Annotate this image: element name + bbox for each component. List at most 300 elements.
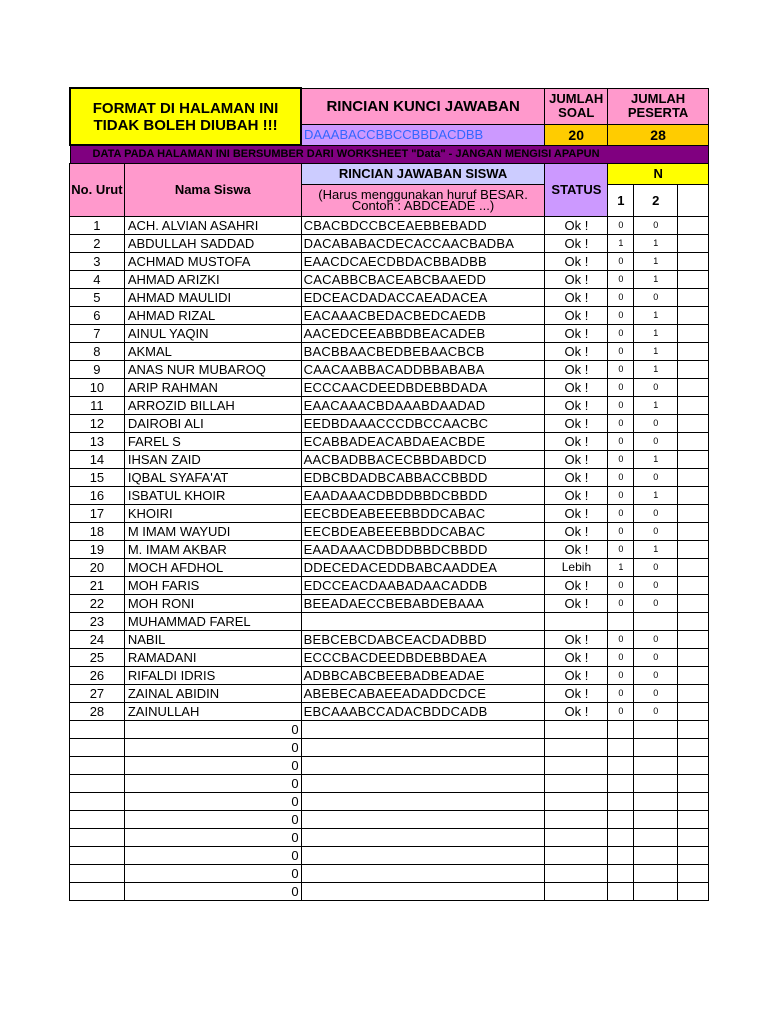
source-banner: DATA PADA HALAMAN INI BERSUMBER DARI WORKSHEET "Data" - JANGAN MENGISI APAPUN [70, 145, 709, 163]
row-number: 4 [70, 270, 125, 288]
score-q1: 0 [608, 432, 634, 450]
row-number [70, 864, 125, 882]
table-row [70, 324, 709, 342]
status-cell: Lebih [545, 558, 608, 576]
table-row [70, 378, 709, 396]
row-number: 2 [70, 234, 125, 252]
status-cell: Ok ! [545, 252, 608, 270]
student-name[interactable]: 0 [124, 828, 301, 846]
score-q1: 1 [608, 234, 634, 252]
score-q2: 1 [634, 342, 678, 360]
student-name[interactable]: ANAS NUR MUBAROQ [124, 360, 301, 378]
score-q2 [634, 846, 678, 864]
score-q1: 0 [608, 288, 634, 306]
student-name[interactable]: RIFALDI IDRIS [124, 666, 301, 684]
row-number: 16 [70, 486, 125, 504]
row-number: 27 [70, 684, 125, 702]
table-row [70, 702, 709, 720]
score-q2 [634, 612, 678, 630]
student-answers[interactable] [301, 882, 545, 900]
status-cell: Ok ! [545, 378, 608, 396]
row-number: 13 [70, 432, 125, 450]
row-number [70, 720, 125, 738]
score-q2: 0 [634, 576, 678, 594]
row-number: 9 [70, 360, 125, 378]
column-status: STATUS [545, 163, 608, 216]
table-row [70, 684, 709, 702]
score-q2: 0 [634, 630, 678, 648]
table-row [70, 540, 709, 558]
score-q3 [678, 612, 709, 630]
table-row-empty [70, 810, 709, 828]
status-cell: Ok ! [545, 540, 608, 558]
score-q3 [678, 792, 709, 810]
student-name[interactable]: AINUL YAQIN [124, 324, 301, 342]
table-row-empty [70, 882, 709, 900]
score-q2: 0 [634, 468, 678, 486]
student-name[interactable]: 0 [124, 720, 301, 738]
row-number [70, 846, 125, 864]
score-q3 [678, 522, 709, 540]
row-number [70, 882, 125, 900]
score-q2: 1 [634, 486, 678, 504]
table-row [70, 666, 709, 684]
table-row [70, 396, 709, 414]
score-q3 [678, 666, 709, 684]
score-q3 [678, 594, 709, 612]
table-row [70, 216, 709, 234]
score-q2: 1 [634, 270, 678, 288]
score-q2: 1 [634, 540, 678, 558]
student-answers[interactable]: CBACBDCCBCEAEBBEBADD [301, 216, 545, 234]
student-name[interactable]: ACH. ALVIAN ASAHRI [124, 216, 301, 234]
score-q1: 0 [608, 594, 634, 612]
status-cell: Ok ! [545, 360, 608, 378]
status-cell: Ok ! [545, 522, 608, 540]
row-number: 6 [70, 306, 125, 324]
table-row [70, 630, 709, 648]
student-answers[interactable] [301, 612, 545, 630]
row-number [70, 792, 125, 810]
score-q2: 0 [634, 648, 678, 666]
score-q2: 0 [634, 414, 678, 432]
score-q3 [678, 648, 709, 666]
score-q1: 0 [608, 648, 634, 666]
score-q1: 0 [608, 666, 634, 684]
row-number [70, 756, 125, 774]
student-name[interactable]: ARROZID BILLAH [124, 396, 301, 414]
status-cell: Ok ! [545, 270, 608, 288]
status-cell: Ok ! [545, 450, 608, 468]
score-q1 [608, 738, 634, 756]
student-answers[interactable]: BACBBAACBEDBEBAACBCB [301, 342, 545, 360]
table-row [70, 576, 709, 594]
rincian-note: (Harus menggunakan huruf BESAR. Contoh : ABDCEADE ...) [301, 184, 545, 216]
row-number [70, 828, 125, 846]
table-row [70, 594, 709, 612]
student-name[interactable]: IQBAL SYAFA'AT [124, 468, 301, 486]
student-name[interactable]: MOH RONI [124, 594, 301, 612]
score-q1: 0 [608, 252, 634, 270]
score-q1 [608, 756, 634, 774]
status-cell: Ok ! [545, 504, 608, 522]
answer-key-title: RINCIAN KUNCI JAWABAN [301, 88, 545, 124]
status-cell: Ok ! [545, 234, 608, 252]
student-answers[interactable]: AACEDCEEABBDBEACADEB [301, 324, 545, 342]
table-row [70, 522, 709, 540]
status-cell: Ok ! [545, 666, 608, 684]
score-q1 [608, 612, 634, 630]
row-number: 25 [70, 648, 125, 666]
student-name[interactable]: AHMAD RIZAL [124, 306, 301, 324]
table-row [70, 288, 709, 306]
student-name[interactable]: MUHAMMAD FAREL [124, 612, 301, 630]
student-name[interactable]: AKMAL [124, 342, 301, 360]
student-answers[interactable] [301, 738, 545, 756]
student-name[interactable]: MOCH AFDHOL [124, 558, 301, 576]
student-answers[interactable]: DDECEDACEDDBABCAADDEA [301, 558, 545, 576]
student-name[interactable]: IHSAN ZAID [124, 450, 301, 468]
score-q1: 0 [608, 342, 634, 360]
score-q2: 1 [634, 360, 678, 378]
student-name[interactable]: AHMAD ARIZKI [124, 270, 301, 288]
student-name[interactable]: RAMADANI [124, 648, 301, 666]
score-q1: 0 [608, 630, 634, 648]
jumlah-peserta-value: 28 [608, 124, 709, 145]
score-q3 [678, 288, 709, 306]
score-q1: 0 [608, 522, 634, 540]
table-row [70, 342, 709, 360]
student-answers[interactable] [301, 810, 545, 828]
status-cell [545, 864, 608, 882]
score-q1: 1 [608, 558, 634, 576]
row-number: 21 [70, 576, 125, 594]
student-answers[interactable]: BEEADAECCBEBABDEBAAA [301, 594, 545, 612]
score-q3 [678, 324, 709, 342]
score-q1 [608, 846, 634, 864]
student-name[interactable]: NABIL [124, 630, 301, 648]
table-row-empty [70, 828, 709, 846]
status-cell: Ok ! [545, 468, 608, 486]
score-q3 [678, 558, 709, 576]
student-name[interactable]: DAIROBI ALI [124, 414, 301, 432]
score-q3 [678, 486, 709, 504]
student-name[interactable]: ISBATUL KHOIR [124, 486, 301, 504]
table-row-empty [70, 774, 709, 792]
table-row-empty [70, 864, 709, 882]
table-row [70, 648, 709, 666]
score-q1 [608, 864, 634, 882]
score-q3 [678, 702, 709, 720]
student-answers[interactable] [301, 846, 545, 864]
jumlah-peserta-label: JUMLAH PESERTA [608, 88, 709, 124]
status-cell [545, 810, 608, 828]
status-cell [545, 738, 608, 756]
score-q2 [634, 756, 678, 774]
score-q2 [634, 864, 678, 882]
student-name[interactable]: ARIP RAHMAN [124, 378, 301, 396]
score-q1 [608, 792, 634, 810]
score-q3 [678, 684, 709, 702]
score-q3 [678, 450, 709, 468]
row-number: 14 [70, 450, 125, 468]
score-q3 [678, 540, 709, 558]
student-name[interactable]: FAREL S [124, 432, 301, 450]
column-rincian-jawaban: RINCIAN JAWABAN SISWA [301, 163, 545, 184]
score-q3 [678, 432, 709, 450]
score-q2: 1 [634, 306, 678, 324]
student-name[interactable]: ZAINAL ABIDIN [124, 684, 301, 702]
table-row [70, 306, 709, 324]
row-number [70, 810, 125, 828]
student-answers[interactable]: EAADAAACDBDDBBDCBBDD [301, 486, 545, 504]
jumlah-soal-value: 20 [545, 124, 608, 145]
status-cell: Ok ! [545, 414, 608, 432]
score-q2 [634, 792, 678, 810]
score-q3 [678, 252, 709, 270]
table-row-empty [70, 756, 709, 774]
score-q1: 0 [608, 360, 634, 378]
score-q2: 1 [634, 234, 678, 252]
table-row [70, 234, 709, 252]
status-cell [545, 828, 608, 846]
table-row [70, 486, 709, 504]
row-number: 24 [70, 630, 125, 648]
row-number: 20 [70, 558, 125, 576]
status-cell: Ok ! [545, 432, 608, 450]
answer-key-cell[interactable]: DAAABACCBBCCBBDACDBB [301, 124, 545, 145]
student-answers[interactable]: AACBADBBACECBBDABDCD [301, 450, 545, 468]
student-answers[interactable]: EDBCBDADBCABBACCBBDD [301, 468, 545, 486]
score-q3 [678, 576, 709, 594]
score-q3 [678, 378, 709, 396]
table-row [70, 432, 709, 450]
table-row [70, 360, 709, 378]
student-answers[interactable]: EEDBDAAACCCDBCCAACBC [301, 414, 545, 432]
student-answers[interactable]: DACABABACDECACCAACBADBA [301, 234, 545, 252]
column-q3 [678, 184, 709, 216]
score-q3 [678, 396, 709, 414]
score-q2: 1 [634, 450, 678, 468]
student-answers[interactable]: ADBBCABCBEEBADBEADAE [301, 666, 545, 684]
score-q3 [678, 756, 709, 774]
table-row [70, 270, 709, 288]
score-q2 [634, 810, 678, 828]
table-row [70, 414, 709, 432]
score-q2: 1 [634, 396, 678, 414]
student-answers[interactable]: EDCCEACDAABADAACADDB [301, 576, 545, 594]
row-number: 18 [70, 522, 125, 540]
row-number: 12 [70, 414, 125, 432]
score-q3 [678, 414, 709, 432]
student-answers[interactable]: EDCEACDADACCAEADACEA [301, 288, 545, 306]
student-name[interactable]: ZAINULLAH [124, 702, 301, 720]
row-number: 17 [70, 504, 125, 522]
student-name[interactable]: MOH FARIS [124, 576, 301, 594]
score-q1 [608, 720, 634, 738]
row-number [70, 774, 125, 792]
table-row [70, 558, 709, 576]
student-answers[interactable]: EBCAAABCCADACBDDCADB [301, 702, 545, 720]
student-name[interactable]: KHOIRI [124, 504, 301, 522]
status-cell: Ok ! [545, 594, 608, 612]
student-name[interactable]: AHMAD MAULIDI [124, 288, 301, 306]
status-cell: Ok ! [545, 684, 608, 702]
score-q2: 0 [634, 216, 678, 234]
score-q1: 0 [608, 702, 634, 720]
score-q3 [678, 630, 709, 648]
score-q1: 0 [608, 540, 634, 558]
status-cell: Ok ! [545, 324, 608, 342]
column-q1: 1 [608, 184, 634, 216]
status-cell: Ok ! [545, 306, 608, 324]
student-rows [70, 216, 709, 900]
row-number: 26 [70, 666, 125, 684]
score-q3 [678, 360, 709, 378]
spreadsheet-area [69, 87, 689, 934]
student-answers[interactable]: EAACDCAECDBDACBBADBB [301, 252, 545, 270]
student-name[interactable]: 0 [124, 882, 301, 900]
score-q1 [608, 774, 634, 792]
student-table [69, 163, 709, 901]
student-answers[interactable]: EAADAAACDBDDBBDCBBDD [301, 540, 545, 558]
status-cell [545, 612, 608, 630]
score-q3 [678, 846, 709, 864]
student-name[interactable]: ABDULLAH SADDAD [124, 234, 301, 252]
student-name[interactable]: 0 [124, 810, 301, 828]
status-cell [545, 756, 608, 774]
student-answers[interactable]: CACABBCBACEABCBAAEDD [301, 270, 545, 288]
status-cell: Ok ! [545, 342, 608, 360]
column-q2: 2 [634, 184, 678, 216]
table-row-empty [70, 738, 709, 756]
table-row [70, 504, 709, 522]
score-q1: 0 [608, 684, 634, 702]
student-answers[interactable]: ECABBADEACABDAEACBDE [301, 432, 545, 450]
column-n-header: N [608, 163, 709, 184]
score-q2: 0 [634, 558, 678, 576]
table-row-empty [70, 792, 709, 810]
score-q2: 1 [634, 324, 678, 342]
score-q2: 0 [634, 684, 678, 702]
status-cell [545, 774, 608, 792]
score-q2: 0 [634, 378, 678, 396]
student-name[interactable]: 0 [124, 792, 301, 810]
status-cell: Ok ! [545, 486, 608, 504]
student-name[interactable]: 0 [124, 738, 301, 756]
score-q1: 0 [608, 414, 634, 432]
row-number: 22 [70, 594, 125, 612]
score-q2 [634, 720, 678, 738]
score-q3 [678, 828, 709, 846]
student-answers[interactable]: EACAAACBEDACBEDCAEDB [301, 306, 545, 324]
score-q2: 0 [634, 432, 678, 450]
row-number: 5 [70, 288, 125, 306]
table-row [70, 468, 709, 486]
score-q3 [678, 720, 709, 738]
score-q1: 0 [608, 468, 634, 486]
row-number: 10 [70, 378, 125, 396]
score-q1: 0 [608, 450, 634, 468]
table-row [70, 612, 709, 630]
score-q3 [678, 810, 709, 828]
score-q2: 0 [634, 504, 678, 522]
student-answers[interactable]: ABEBECABAEEADADDCDCE [301, 684, 545, 702]
student-name[interactable]: 0 [124, 756, 301, 774]
student-answers[interactable]: CAACAABBACADDBBABABA [301, 360, 545, 378]
column-nama-siswa: Nama Siswa [124, 163, 301, 216]
student-answers[interactable] [301, 720, 545, 738]
score-q1: 0 [608, 378, 634, 396]
score-q3 [678, 864, 709, 882]
table-row [70, 252, 709, 270]
score-q3 [678, 306, 709, 324]
status-cell [545, 846, 608, 864]
student-answers[interactable]: ECCCAACDEEDBDEBBDADA [301, 378, 545, 396]
score-q1: 0 [608, 576, 634, 594]
status-cell: Ok ! [545, 630, 608, 648]
score-q1 [608, 810, 634, 828]
student-answers[interactable] [301, 792, 545, 810]
student-answers[interactable]: ECCCBACDEEDBDEBBDAEA [301, 648, 545, 666]
student-name[interactable]: M IMAM WAYUDI [124, 522, 301, 540]
status-cell: Ok ! [545, 576, 608, 594]
score-q3 [678, 738, 709, 756]
student-answers[interactable] [301, 864, 545, 882]
score-q1: 0 [608, 504, 634, 522]
format-notice: FORMAT DI HALAMAN INI TIDAK BOLEH DIUBAH !!! [70, 88, 301, 145]
score-q3 [678, 468, 709, 486]
score-q1: 0 [608, 306, 634, 324]
score-q1 [608, 882, 634, 900]
student-answers[interactable] [301, 774, 545, 792]
student-name[interactable]: 0 [124, 864, 301, 882]
student-answers[interactable]: BEBCEBCDABCEACDADBBD [301, 630, 545, 648]
student-name[interactable]: M. IMAM AKBAR [124, 540, 301, 558]
score-q1: 0 [608, 396, 634, 414]
jumlah-soal-label: JUMLAH SOAL [545, 88, 608, 124]
row-number: 15 [70, 468, 125, 486]
row-number: 11 [70, 396, 125, 414]
student-answers[interactable] [301, 756, 545, 774]
score-q2: 0 [634, 594, 678, 612]
student-name[interactable]: 0 [124, 846, 301, 864]
student-answers[interactable]: EAACAAACBDAAABDAADAD [301, 396, 545, 414]
student-answers[interactable]: EECBDEABEEEBBDDCABAC [301, 504, 545, 522]
student-name[interactable]: 0 [124, 774, 301, 792]
score-q1: 0 [608, 270, 634, 288]
status-cell: Ok ! [545, 396, 608, 414]
student-answers[interactable]: EECBDEABEEEBBDDCABAC [301, 522, 545, 540]
score-q3 [678, 882, 709, 900]
score-q3 [678, 234, 709, 252]
score-q3 [678, 774, 709, 792]
status-cell [545, 792, 608, 810]
student-name[interactable]: ACHMAD MUSTOFA [124, 252, 301, 270]
row-number: 8 [70, 342, 125, 360]
score-q2 [634, 882, 678, 900]
score-q1 [608, 828, 634, 846]
column-no-urut: No. Urut [70, 163, 125, 216]
status-cell: Ok ! [545, 288, 608, 306]
row-number: 23 [70, 612, 125, 630]
status-cell [545, 882, 608, 900]
score-q2: 0 [634, 522, 678, 540]
status-cell: Ok ! [545, 702, 608, 720]
row-number: 19 [70, 540, 125, 558]
student-answers[interactable] [301, 828, 545, 846]
row-number: 3 [70, 252, 125, 270]
